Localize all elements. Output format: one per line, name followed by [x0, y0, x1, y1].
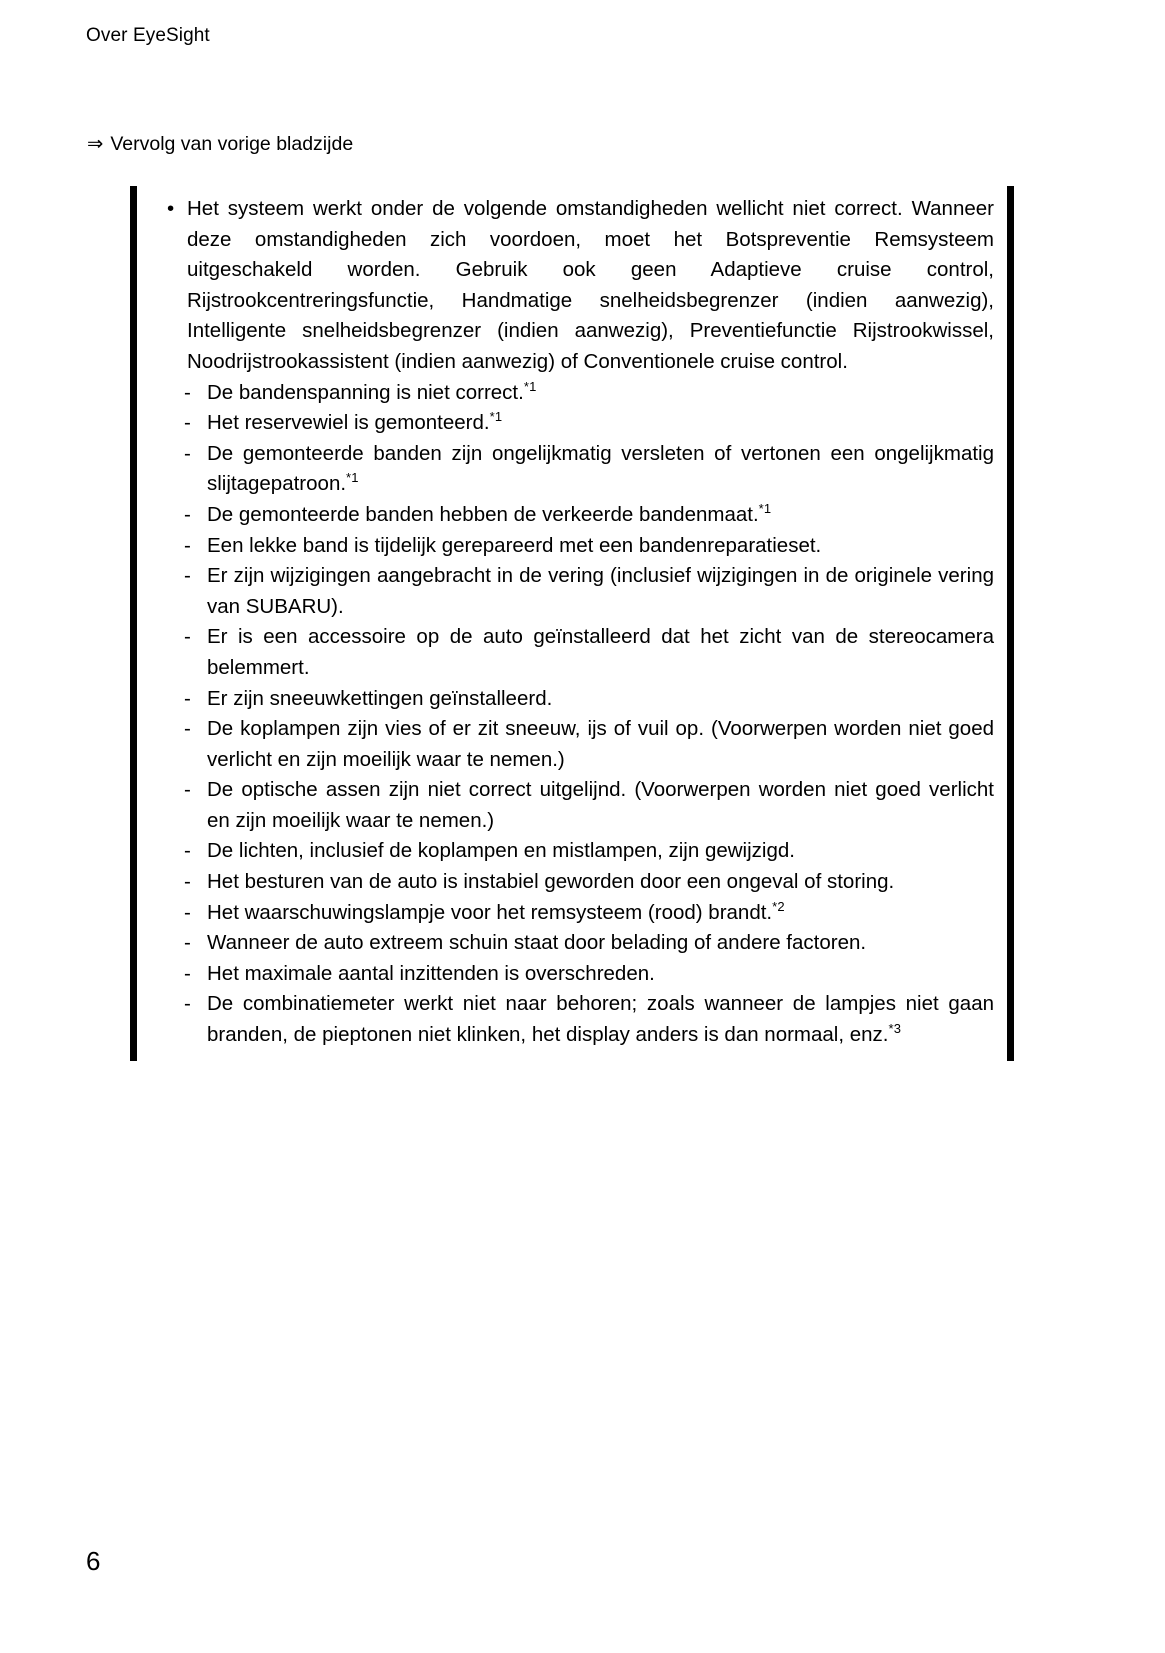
- dash-bullet-icon: -: [184, 778, 191, 802]
- condition-text: De gemonteerde banden zijn ongelijkmatig versleten of vertonen een ongelijkmatig slijtagepatroon.: [207, 441, 994, 496]
- condition-text: Het waarschuwingslampje voor het remsysteem (rood) brandt.: [207, 900, 773, 924]
- condition-text: De bandenspanning is niet correct.: [207, 380, 524, 404]
- dash-bullet-icon: -: [184, 717, 191, 741]
- condition-item: [162, 775, 994, 836]
- intro-bullet-text: Het systeem werkt onder de volgende omstandigheden wellicht niet correct. Wanneer deze omstandigheden zich voordoen, moet het Botspreventie Remsysteem uitgeschakeld worden. Gebruik ook geen Adaptieve cruise control, Rijstrookcentreringsfunctie, Handmatige snelheidsbegrenzer (indien aanwezig), Intelligente snelheidsbegrenzer (indien aanwezig), Preventiefunctie Rijstrookwissel, Noodrijstrookassistent (indien aanwezig) of Conventionele cruise control.: [187, 197, 994, 373]
- dash-bullet-icon: -: [184, 870, 191, 894]
- dash-bullet-icon: -: [184, 625, 191, 649]
- condition-text: Er is een accessoire op de auto geïnstalleerd dat het zicht van de stereocamera belemmert.: [207, 625, 994, 679]
- condition-text: De gemonteerde banden hebben de verkeerde bandenmaat.: [207, 502, 759, 526]
- running-header: Over EyeSight: [86, 25, 210, 46]
- conditions-list: [162, 378, 1000, 1051]
- condition-item: [162, 408, 994, 439]
- condition-item: [162, 378, 994, 409]
- condition-item: [162, 836, 994, 867]
- caution-block-content: [137, 194, 1007, 1051]
- condition-text: Er zijn wijzigingen aangebracht in de vering (inclusief wijzigingen in de originele vering van SUBARU).: [207, 564, 994, 618]
- continued-from-previous-page-note: [87, 131, 353, 157]
- condition-item: [162, 714, 994, 775]
- footnote-reference: *2: [772, 898, 785, 914]
- dash-bullet-icon: -: [184, 411, 191, 435]
- dash-bullet-icon: -: [184, 931, 191, 955]
- condition-item: [162, 531, 994, 562]
- dash-bullet-icon: -: [184, 564, 191, 588]
- footnote-reference: *1: [489, 409, 503, 425]
- condition-text: Wanneer de auto extreem schuin staat door belading of andere factoren.: [207, 931, 867, 955]
- condition-text: De koplampen zijn vies of er zit sneeuw, ijs of vuil op. (Voorwerpen worden niet goed verlicht en zijn moeilijk waar te nemen.): [207, 717, 994, 771]
- footnote-reference: *1: [758, 501, 772, 517]
- condition-item: [162, 684, 994, 715]
- condition-text: De combinatiemeter werkt niet naar behoren; zoals wanneer de lampjes niet gaan branden, de pieptonen niet klinken, het display anders is dan normaal, enz.: [207, 992, 994, 1047]
- condition-item: [162, 989, 994, 1050]
- dash-bullet-icon: -: [184, 502, 191, 526]
- dash-bullet-icon: -: [184, 441, 191, 465]
- condition-text: De lichten, inclusief de koplampen en mistlampen, zijn gewijzigd.: [207, 839, 795, 863]
- dash-bullet-icon: -: [184, 533, 191, 557]
- condition-text: Er zijn sneeuwkettingen geïnstalleerd.: [207, 686, 553, 710]
- caution-block: [130, 186, 1014, 1061]
- condition-item: [162, 898, 994, 929]
- condition-text: De optische assen zijn niet correct uitgelijnd. (Voorwerpen worden niet goed verlicht en zijn moeilijk waar te nemen.): [207, 778, 994, 832]
- double-right-arrow-icon: ⇒: [87, 133, 104, 155]
- dash-bullet-icon: -: [184, 686, 191, 710]
- condition-item: [162, 928, 994, 959]
- dash-bullet-icon: -: [184, 839, 191, 863]
- footnote-reference: *1: [346, 470, 359, 486]
- intro-bullet-item: [162, 194, 994, 378]
- bullet-dot-icon: •: [167, 197, 175, 220]
- dash-bullet-icon: -: [184, 992, 191, 1016]
- condition-item: [162, 439, 994, 500]
- condition-text: Het maximale aantal inzittenden is overschreden.: [207, 961, 655, 985]
- dash-bullet-icon: -: [184, 961, 191, 985]
- continued-note-label: Vervolg van vorige bladzijde: [110, 133, 354, 155]
- condition-item: [162, 959, 994, 990]
- dash-bullet-icon: -: [184, 380, 191, 404]
- page-number: 6: [86, 1546, 101, 1576]
- condition-item: [162, 500, 994, 531]
- condition-text: Het reservewiel is gemonteerd.: [207, 411, 490, 435]
- footnote-reference: *1: [523, 378, 537, 394]
- footnote-reference: *3: [888, 1021, 902, 1037]
- condition-item: [162, 561, 994, 622]
- condition-text: Een lekke band is tijdelijk gerepareerd met een bandenreparatieset.: [207, 533, 822, 557]
- dash-bullet-icon: -: [184, 900, 191, 924]
- condition-item: [162, 622, 994, 683]
- condition-item: [162, 867, 994, 898]
- condition-text: Het besturen van de auto is instabiel geworden door een ongeval of storing.: [207, 870, 895, 894]
